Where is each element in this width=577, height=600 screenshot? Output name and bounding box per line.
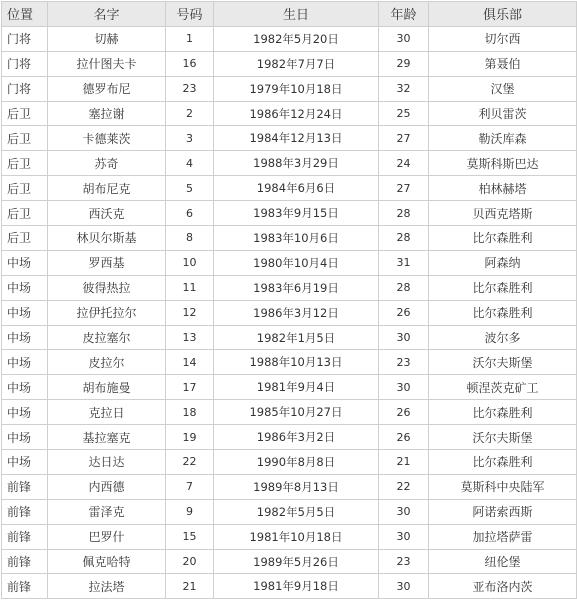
position-cell: 中场 <box>2 300 48 325</box>
age-cell: 23 <box>379 350 429 375</box>
position-cell: 中场 <box>2 400 48 425</box>
birthday-cell: 1981年10月18日 <box>214 524 379 549</box>
club-cell: 利贝雷茨 <box>429 101 577 126</box>
name-cell: 克拉日 <box>48 400 166 425</box>
header-birthday: 生日 <box>214 2 379 27</box>
header-number: 号码 <box>166 2 214 27</box>
age-cell: 32 <box>379 76 429 101</box>
name-cell: 卡德莱茨 <box>48 126 166 151</box>
club-cell: 第聂伯 <box>429 51 577 76</box>
table-row <box>2 76 577 101</box>
age-cell: 30 <box>379 574 429 599</box>
position-cell: 中场 <box>2 350 48 375</box>
birthday-cell: 1981年9月18日 <box>214 574 379 599</box>
club-cell: 柏林赫塔 <box>429 176 577 201</box>
birthday-cell: 1984年12月13日 <box>214 126 379 151</box>
number-cell: 16 <box>166 51 214 76</box>
birthday-cell: 1982年5月20日 <box>214 26 379 51</box>
age-cell: 27 <box>379 176 429 201</box>
birthday-cell: 1984年6月6日 <box>214 176 379 201</box>
number-cell: 18 <box>166 400 214 425</box>
name-cell: 内西德 <box>48 474 166 499</box>
birthday-cell: 1989年5月26日 <box>214 549 379 574</box>
number-cell: 20 <box>166 549 214 574</box>
number-cell: 2 <box>166 101 214 126</box>
table-row <box>2 126 577 151</box>
age-cell: 25 <box>379 101 429 126</box>
club-cell: 阿森纳 <box>429 250 577 275</box>
position-cell: 中场 <box>2 450 48 475</box>
table-row <box>2 201 577 226</box>
club-cell: 顿涅茨克矿工 <box>429 375 577 400</box>
table-row <box>2 101 577 126</box>
age-cell: 29 <box>379 51 429 76</box>
table-row <box>2 499 577 524</box>
name-cell: 胡布尼克 <box>48 176 166 201</box>
number-cell: 7 <box>166 474 214 499</box>
squad-roster-table <box>1 1 577 599</box>
name-cell: 切赫 <box>48 26 166 51</box>
club-cell: 纽伦堡 <box>429 549 577 574</box>
position-cell: 前锋 <box>2 499 48 524</box>
position-cell: 前锋 <box>2 474 48 499</box>
number-cell: 12 <box>166 300 214 325</box>
age-cell: 30 <box>379 524 429 549</box>
header-age: 年龄 <box>379 2 429 27</box>
table-row <box>2 549 577 574</box>
table-row <box>2 425 577 450</box>
number-cell: 14 <box>166 350 214 375</box>
position-cell: 后卫 <box>2 151 48 176</box>
number-cell: 11 <box>166 275 214 300</box>
table-row <box>2 450 577 475</box>
age-cell: 28 <box>379 275 429 300</box>
position-cell: 中场 <box>2 275 48 300</box>
club-cell: 加拉塔萨雷 <box>429 524 577 549</box>
club-cell: 比尔森胜利 <box>429 226 577 251</box>
age-cell: 27 <box>379 126 429 151</box>
club-cell: 勒沃库森 <box>429 126 577 151</box>
age-cell: 26 <box>379 400 429 425</box>
position-cell: 中场 <box>2 375 48 400</box>
name-cell: 胡布施曼 <box>48 375 166 400</box>
name-cell: 皮拉塞尔 <box>48 325 166 350</box>
number-cell: 23 <box>166 76 214 101</box>
position-cell: 后卫 <box>2 176 48 201</box>
table-row <box>2 350 577 375</box>
birthday-cell: 1980年10月4日 <box>214 250 379 275</box>
birthday-cell: 1986年3月12日 <box>214 300 379 325</box>
number-cell: 19 <box>166 425 214 450</box>
club-cell: 比尔森胜利 <box>429 450 577 475</box>
number-cell: 13 <box>166 325 214 350</box>
birthday-cell: 1986年12月24日 <box>214 101 379 126</box>
age-cell: 28 <box>379 226 429 251</box>
number-cell: 17 <box>166 375 214 400</box>
number-cell: 1 <box>166 26 214 51</box>
club-cell: 比尔森胜利 <box>429 275 577 300</box>
birthday-cell: 1983年6月19日 <box>214 275 379 300</box>
birthday-cell: 1981年9月4日 <box>214 375 379 400</box>
table-row <box>2 51 577 76</box>
table-row <box>2 574 577 599</box>
birthday-cell: 1990年8月8日 <box>214 450 379 475</box>
club-cell: 亚布洛内茨 <box>429 574 577 599</box>
position-cell: 后卫 <box>2 201 48 226</box>
header-row <box>2 2 577 27</box>
name-cell: 罗西基 <box>48 250 166 275</box>
table-header <box>2 2 577 27</box>
name-cell: 巴罗什 <box>48 524 166 549</box>
table-row <box>2 250 577 275</box>
name-cell: 拉法塔 <box>48 574 166 599</box>
birthday-cell: 1986年3月2日 <box>214 425 379 450</box>
number-cell: 6 <box>166 201 214 226</box>
table-row <box>2 226 577 251</box>
club-cell: 汉堡 <box>429 76 577 101</box>
age-cell: 30 <box>379 375 429 400</box>
name-cell: 拉伊托拉尔 <box>48 300 166 325</box>
header-name: 名字 <box>48 2 166 27</box>
age-cell: 21 <box>379 450 429 475</box>
club-cell: 沃尔夫斯堡 <box>429 425 577 450</box>
birthday-cell: 1983年9月15日 <box>214 201 379 226</box>
position-cell: 前锋 <box>2 549 48 574</box>
table-row <box>2 26 577 51</box>
name-cell: 皮拉尔 <box>48 350 166 375</box>
position-cell: 后卫 <box>2 126 48 151</box>
birthday-cell: 1983年10月6日 <box>214 226 379 251</box>
club-cell: 莫斯科中央陆军 <box>429 474 577 499</box>
number-cell: 22 <box>166 450 214 475</box>
name-cell: 苏奇 <box>48 151 166 176</box>
position-cell: 前锋 <box>2 574 48 599</box>
number-cell: 5 <box>166 176 214 201</box>
age-cell: 30 <box>379 499 429 524</box>
age-cell: 24 <box>379 151 429 176</box>
name-cell: 林贝尔斯基 <box>48 226 166 251</box>
position-cell: 中场 <box>2 425 48 450</box>
table-row <box>2 176 577 201</box>
birthday-cell: 1985年10月27日 <box>214 400 379 425</box>
club-cell: 比尔森胜利 <box>429 400 577 425</box>
table-row <box>2 524 577 549</box>
number-cell: 15 <box>166 524 214 549</box>
name-cell: 塞拉谢 <box>48 101 166 126</box>
name-cell: 德罗布尼 <box>48 76 166 101</box>
name-cell: 佩克哈特 <box>48 549 166 574</box>
header-club: 俱乐部 <box>429 2 577 27</box>
age-cell: 26 <box>379 425 429 450</box>
club-cell: 阿诺索西斯 <box>429 499 577 524</box>
number-cell: 4 <box>166 151 214 176</box>
club-cell: 沃尔夫斯堡 <box>429 350 577 375</box>
position-cell: 中场 <box>2 325 48 350</box>
table-row <box>2 151 577 176</box>
birthday-cell: 1982年5月5日 <box>214 499 379 524</box>
table-row <box>2 300 577 325</box>
name-cell: 彼得热拉 <box>48 275 166 300</box>
position-cell: 门将 <box>2 26 48 51</box>
birthday-cell: 1982年7月7日 <box>214 51 379 76</box>
age-cell: 23 <box>379 549 429 574</box>
header-position: 位置 <box>2 2 48 27</box>
position-cell: 后卫 <box>2 101 48 126</box>
table-row <box>2 375 577 400</box>
birthday-cell: 1989年8月13日 <box>214 474 379 499</box>
table-row <box>2 275 577 300</box>
table-body <box>2 26 577 598</box>
number-cell: 8 <box>166 226 214 251</box>
table-row <box>2 474 577 499</box>
club-cell: 贝西克塔斯 <box>429 201 577 226</box>
birthday-cell: 1988年3月29日 <box>214 151 379 176</box>
birthday-cell: 1979年10月18日 <box>214 76 379 101</box>
table-row <box>2 400 577 425</box>
position-cell: 中场 <box>2 250 48 275</box>
name-cell: 西沃克 <box>48 201 166 226</box>
age-cell: 30 <box>379 26 429 51</box>
position-cell: 门将 <box>2 76 48 101</box>
position-cell: 后卫 <box>2 226 48 251</box>
name-cell: 雷泽克 <box>48 499 166 524</box>
age-cell: 28 <box>379 201 429 226</box>
position-cell: 门将 <box>2 51 48 76</box>
age-cell: 22 <box>379 474 429 499</box>
club-cell: 比尔森胜利 <box>429 300 577 325</box>
name-cell: 拉什图夫卡 <box>48 51 166 76</box>
position-cell: 前锋 <box>2 524 48 549</box>
club-cell: 切尔西 <box>429 26 577 51</box>
number-cell: 3 <box>166 126 214 151</box>
number-cell: 21 <box>166 574 214 599</box>
number-cell: 9 <box>166 499 214 524</box>
name-cell: 基拉塞克 <box>48 425 166 450</box>
table-row <box>2 325 577 350</box>
age-cell: 26 <box>379 300 429 325</box>
club-cell: 波尔多 <box>429 325 577 350</box>
age-cell: 31 <box>379 250 429 275</box>
number-cell: 10 <box>166 250 214 275</box>
name-cell: 达日达 <box>48 450 166 475</box>
birthday-cell: 1982年1月5日 <box>214 325 379 350</box>
birthday-cell: 1988年10月13日 <box>214 350 379 375</box>
club-cell: 莫斯科斯巴达 <box>429 151 577 176</box>
age-cell: 30 <box>379 325 429 350</box>
